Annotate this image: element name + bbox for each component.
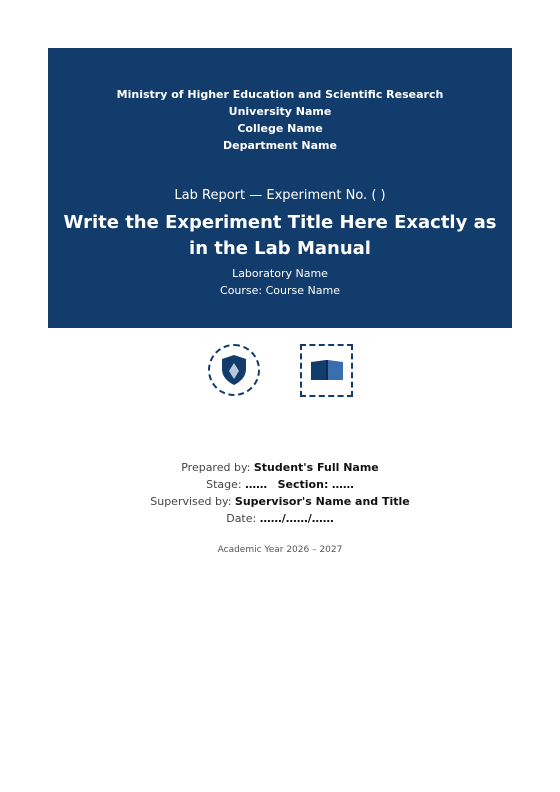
- supervised-by-label: Supervised by:: [150, 495, 232, 508]
- college-logo-placeholder: [300, 344, 353, 397]
- date-value: ……/……/……: [259, 512, 334, 525]
- date-line: [0, 510, 560, 527]
- supervisor-name: Supervisor's Name and Title: [234, 495, 410, 508]
- department-name: Department Name: [223, 139, 337, 152]
- book-icon: [310, 359, 344, 381]
- shield-icon: [221, 354, 247, 386]
- cover-banner: [48, 48, 512, 328]
- student-name: Student's Full Name: [253, 461, 379, 474]
- prepared-by-label: Prepared by:: [181, 461, 251, 474]
- section-label: Section:: [277, 478, 329, 491]
- prepared-by-line: [0, 459, 560, 476]
- academic-year: Academic Year 2026 – 2027: [217, 545, 343, 555]
- experiment-title: Write the Experiment Title Here Exactly as in the Lab Manual: [63, 212, 497, 259]
- stage-section-line: [0, 476, 560, 493]
- stage-label: Stage:: [206, 478, 242, 491]
- college-name: College Name: [237, 122, 323, 135]
- institution-block: [48, 86, 512, 154]
- laboratory-name: Laboratory Name: [232, 267, 328, 280]
- university-name: University Name: [228, 105, 332, 118]
- report-line: Lab Report — Experiment No. ( ): [174, 188, 386, 203]
- course-name: Course: Course Name: [220, 284, 340, 297]
- university-logo-placeholder: [208, 344, 260, 396]
- section-value: ……: [331, 478, 354, 491]
- supervised-by-line: [0, 493, 560, 510]
- stage-value: ……: [245, 478, 268, 491]
- date-label: Date:: [226, 512, 257, 525]
- author-info: [0, 459, 560, 527]
- ministry-name: Ministry of Higher Education and Scientific Research: [116, 88, 444, 101]
